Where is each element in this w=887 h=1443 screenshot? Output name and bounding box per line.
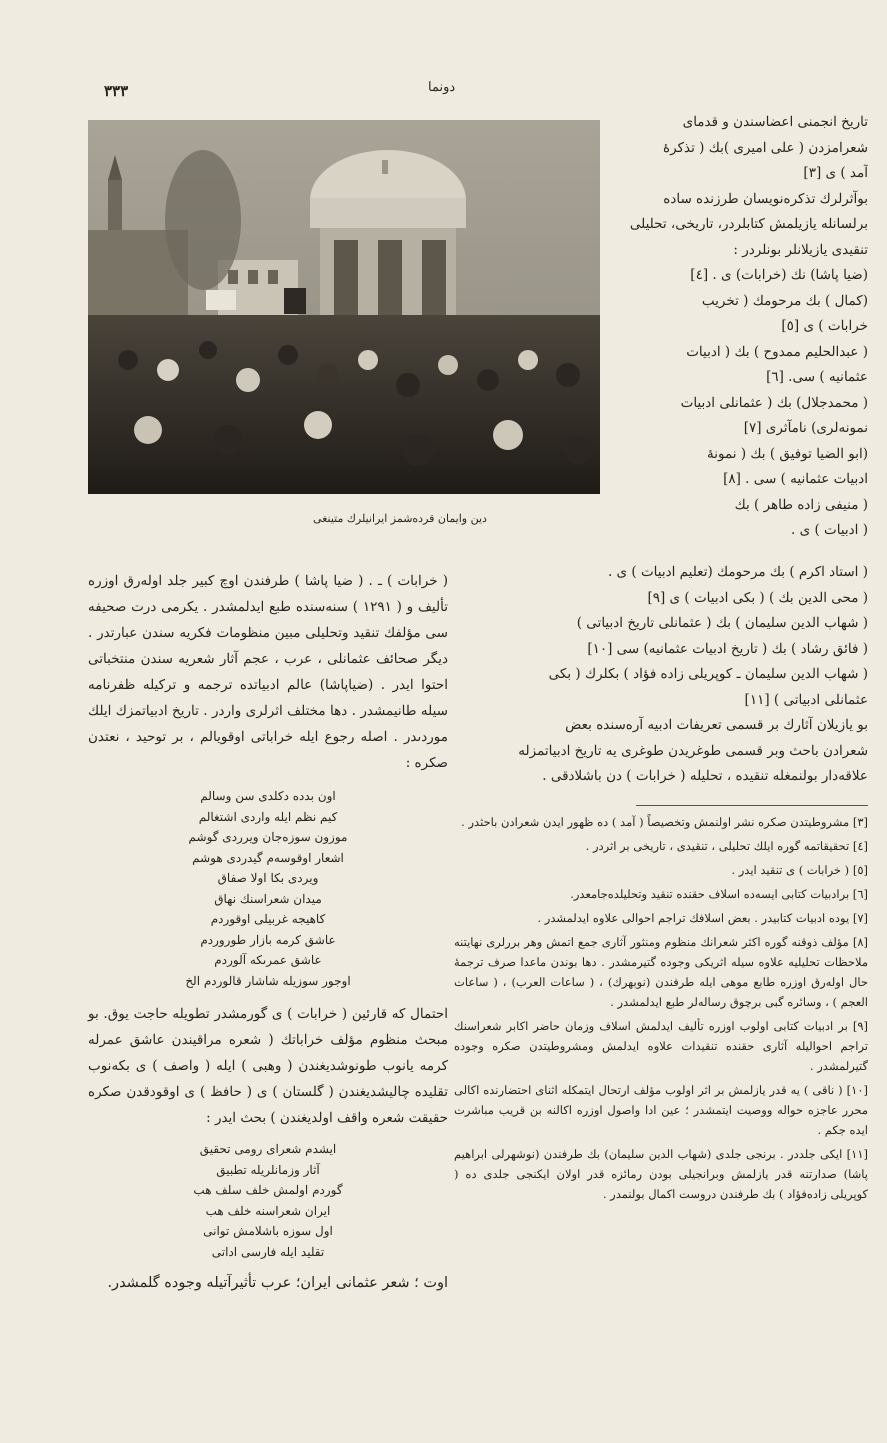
poem-line: اون بدده دكلدى سن وسالم xyxy=(200,789,336,803)
page-number: ٣٣٣ xyxy=(104,82,129,100)
poem-line: اشعار اوقوسەم گيدردى هوشم xyxy=(192,850,344,865)
text-line: نمونەلرى) نامآثرى [٧] xyxy=(743,420,868,436)
text-line: عثمانيه ) سى. [٦] xyxy=(766,369,868,385)
text-line: ( عبدالحليم ممدوح ) بك ( ادبيات xyxy=(686,343,868,360)
poem-line: ايران شعراسنه خلف هب xyxy=(205,1203,331,1218)
right-column xyxy=(596,110,868,544)
text-line: ( ادبيات ) ى . xyxy=(791,522,868,538)
poem-line: عاشق كرمه بازار طوروردم xyxy=(200,932,336,947)
text-line: ( فائق رشاد ) بك ( تاريخ ادبيات عثمانيه) سى [١٠] xyxy=(587,640,868,657)
text-line: شعرامزدن ( على اميرى )بك ( تذكرهٔ xyxy=(663,139,868,156)
text-line: برلسانله يازيلمش كتابلردر، تاريخى، تحليلى xyxy=(629,216,868,232)
paragraph: احتمال كه قارئين ( خرابات ) ى گورمشدر تطويله حاجت يوق. بو مبحث منظوم مؤلف خراباتك ( شعرە مراقيندن عاشق عمرله كرمه يانوب طونوشديغندن ( وهبى ) ايله ( واصف ) ى بكەنوب تقليده چاليشديغندن ( گلستان ) ى ( حافظ ) ى اوقودقدن صكره حقيقت شعره واقف اولديغندن ) بحث ايدر : xyxy=(88,1006,448,1126)
footnote: [٤] تحقيقاتمه گوره ايلك تحليلى ، تنقيدى ، تاريخى بر اثردر . xyxy=(585,839,868,853)
text-line: ( محمدجلال) بك ( عثمانلى ادبيات xyxy=(680,394,868,411)
text-line: ( محى الدين بك ) ( بكى ادبيات ) ى [٩] xyxy=(647,589,868,606)
poem-line: آثار وزمانلريله تطبيق xyxy=(216,1162,320,1177)
poem-line: كاهيجه غربيلى اوقوردم xyxy=(210,912,326,926)
running-header: دونما xyxy=(428,80,456,95)
text-line: آمد ) ى [٣] xyxy=(803,165,868,181)
poem-line: عاشق عمرىكه آلوردم xyxy=(214,953,322,967)
text-line: تنقيدى يازيلانلر بونلردر : xyxy=(733,241,868,258)
text-line: ادبيات عثمانيه ) سى . [٨] xyxy=(723,471,868,487)
poem-line: ويردى بكا اولا صفاق xyxy=(217,871,319,885)
right-column-continued xyxy=(454,560,868,790)
text-line: (ضيا پاشا) نك (خرابات) ى . [٤] xyxy=(690,267,868,283)
text-line: تاريخ انجمنى اعضاسندن و قدماى xyxy=(682,114,868,130)
text-line: عثمانلى ادبياتى ) [١١] xyxy=(744,691,868,708)
closing-line: اوت ؛ شعر عثمانى ايران؛ عرب تأثيرآتيله وجوده گلمشدر. xyxy=(107,1275,448,1291)
text-line: ( منيفى زادە طاهر ) بك xyxy=(734,496,868,513)
text-line: ( شهاب الدين سليمان ـ كوپريلى زادە فؤاد ) بكلرك ( بكى xyxy=(548,666,868,682)
poem-line: اول سوزه باشلامش توانى xyxy=(203,1224,333,1238)
poem-excerpt xyxy=(88,1139,448,1262)
footnote: [١٠] ( ناقى ) يه قدر يازلمش بر اثر اولوب مؤلف ارتحال ايتمكله اثناى احتضارنده اكالى محرر عاجزه حواله ووصيت ايتمشدر ؛ عين ادا واصول اوزره اكالنه بن قريب مباشرت ايده جكم . xyxy=(454,1083,868,1137)
photo-caption: دين وايمان قردەشمز ايرانيلرك متينغى xyxy=(313,512,487,525)
text-line: (ابو الضيا توفيق ) بك ( نمونهٔ xyxy=(707,445,868,462)
footnotes xyxy=(454,812,868,1208)
footnote: [٦] برادبيات كتابى ايسەدە اسلاف حقندە تنقيد وتحليلدەجامعدر. xyxy=(570,887,868,901)
text-line: علاقەدار بولنمغلە تنقيدە ، تحليلە ( خرابات ) دن باشلادقى . xyxy=(542,768,868,784)
crowd-photograph xyxy=(88,120,600,494)
photo-illustration xyxy=(88,120,600,494)
footnote: [٩] بر ادبيات كتابى اولوب اوزره تأليف ايدلمش اسلاف وزمان حاضر اكابر شعراسنك تراجم احواليله آثارى حقندە تنقيدات علاوه ايدلمش ومشروطيتدن صكره وجوده گتيرلمشدر . xyxy=(454,1019,868,1073)
footnote: [١١] ايكى جلددر . برنجى جلدى (شهاب الدين سليمان) بك طرفندن (نوشهرلى ابراهيم پاشا) صدارتنه قدر يازلمش وبرانجيلى بودن رمائزه قدر اولان ايكنجى جلدى ده ( كوپريلى زادەفؤاد ) بك طرفندن دروست اكمال بولنمدر . xyxy=(454,1147,868,1201)
poem-line: ميدان شعراسنك نهاق xyxy=(214,891,322,906)
footnote: [٥] ( خرابات ) ى تنقيد ايدر . xyxy=(731,863,868,877)
footnote-rule xyxy=(636,805,868,806)
left-column xyxy=(88,568,448,1296)
poem-excerpt xyxy=(88,786,448,991)
poem-line: اوجور سوزيله شاشار قالوردم الخ xyxy=(185,973,351,988)
text-line: شعرادن باحث وبر قسمى طوغريدن طوغرى يە تاريخ ادبياتمزلە xyxy=(518,742,868,759)
poem-line: گوردم اولمش خلف سلف هب xyxy=(193,1183,343,1197)
text-line: ( شهاب الدين سليمان ) بك ( عثمانلى تاريخ ادبياتى ) xyxy=(576,615,868,631)
footnote: [٧] يوده ادبيات كتابيدر . بعض اسلافك تراجم احوالى علاوه ايدلمشدر . xyxy=(537,911,868,925)
text-line: خرابات ) ى [٥] xyxy=(781,318,868,334)
paragraph: ( خرابات ) ـ . ( ضيا پاشا ) طرفندن اوچ كبير جلد اوله‌رق اوزره تأليف و ( ١٢٩١ ) سنەسندە طبع ايدلمشدر . يكرمى درت صحيفه سى مؤلفك تنقيد وتحليلى مبين منظومات فكريه سندن عبارتدر . ديگر صحائف عثمانلى ، عرب ، عجم آثار شعريه سندن منتخباتى احتوا ايدر . (ضياپاشا) عالم ادبياتده ترجمه و تركيله ظفرنامه سيله طانيمشدر . دها مختلف اثرلرى واردر . تاريخ ادبياتمزك ايلك موردىدر . اصلە رجوع ايله خراباتى اوقويالم ، بر توحيد ، نعتدن صكره : xyxy=(88,573,448,771)
poem-line: كيم نظم ايله واردى اشتغالم xyxy=(198,809,338,824)
footnote: [٨] مؤلف ذوقنه گوره اكثر شعرانك منظوم ومنثور آثارى جمع اتمش وهر بررلرى نهايتنه ملاحظات تحليليه علاوه سيله اثريكى وجوده گتيرمشدر . دها بوندن ماعدا صرف ترجمهٔ حال اوله‌رق اوزره طابع موهى ايله طرفندن (نوبهرك) ، ( ساعات العرب) ، ( ساعات العجم ) ، وسائره گبى برچوق رساله‌لر طبع ايدلمشدر . xyxy=(454,935,868,1009)
text-line: ( استاد اكرم ) بك مرحومك (تعليم ادبيات ) ى . xyxy=(607,564,868,580)
text-line: بو يازيلان آثارك بر قسمى تعريفات ادبيه آرەسندە بعض xyxy=(565,717,868,733)
poem-line: ايشدم شعراى رومى تحقيق xyxy=(199,1142,337,1156)
text-line: بوآثرلرك تذكرەنويسان طرزندە سادە xyxy=(663,190,868,207)
footnote: [٣] مشروطيتدن صكره نشر اولنمش وتخصيصاً ( آمد ) ده ظهور ايدن شعرادن باحثدر . xyxy=(461,815,868,829)
poem-line: موزون سوزەجان ويرردى گوشم xyxy=(188,830,348,844)
text-line: (كمال ) بك مرحومك ( تخريب xyxy=(701,292,868,309)
poem-line: تقليد ايله فارسى اداتى xyxy=(211,1244,325,1259)
